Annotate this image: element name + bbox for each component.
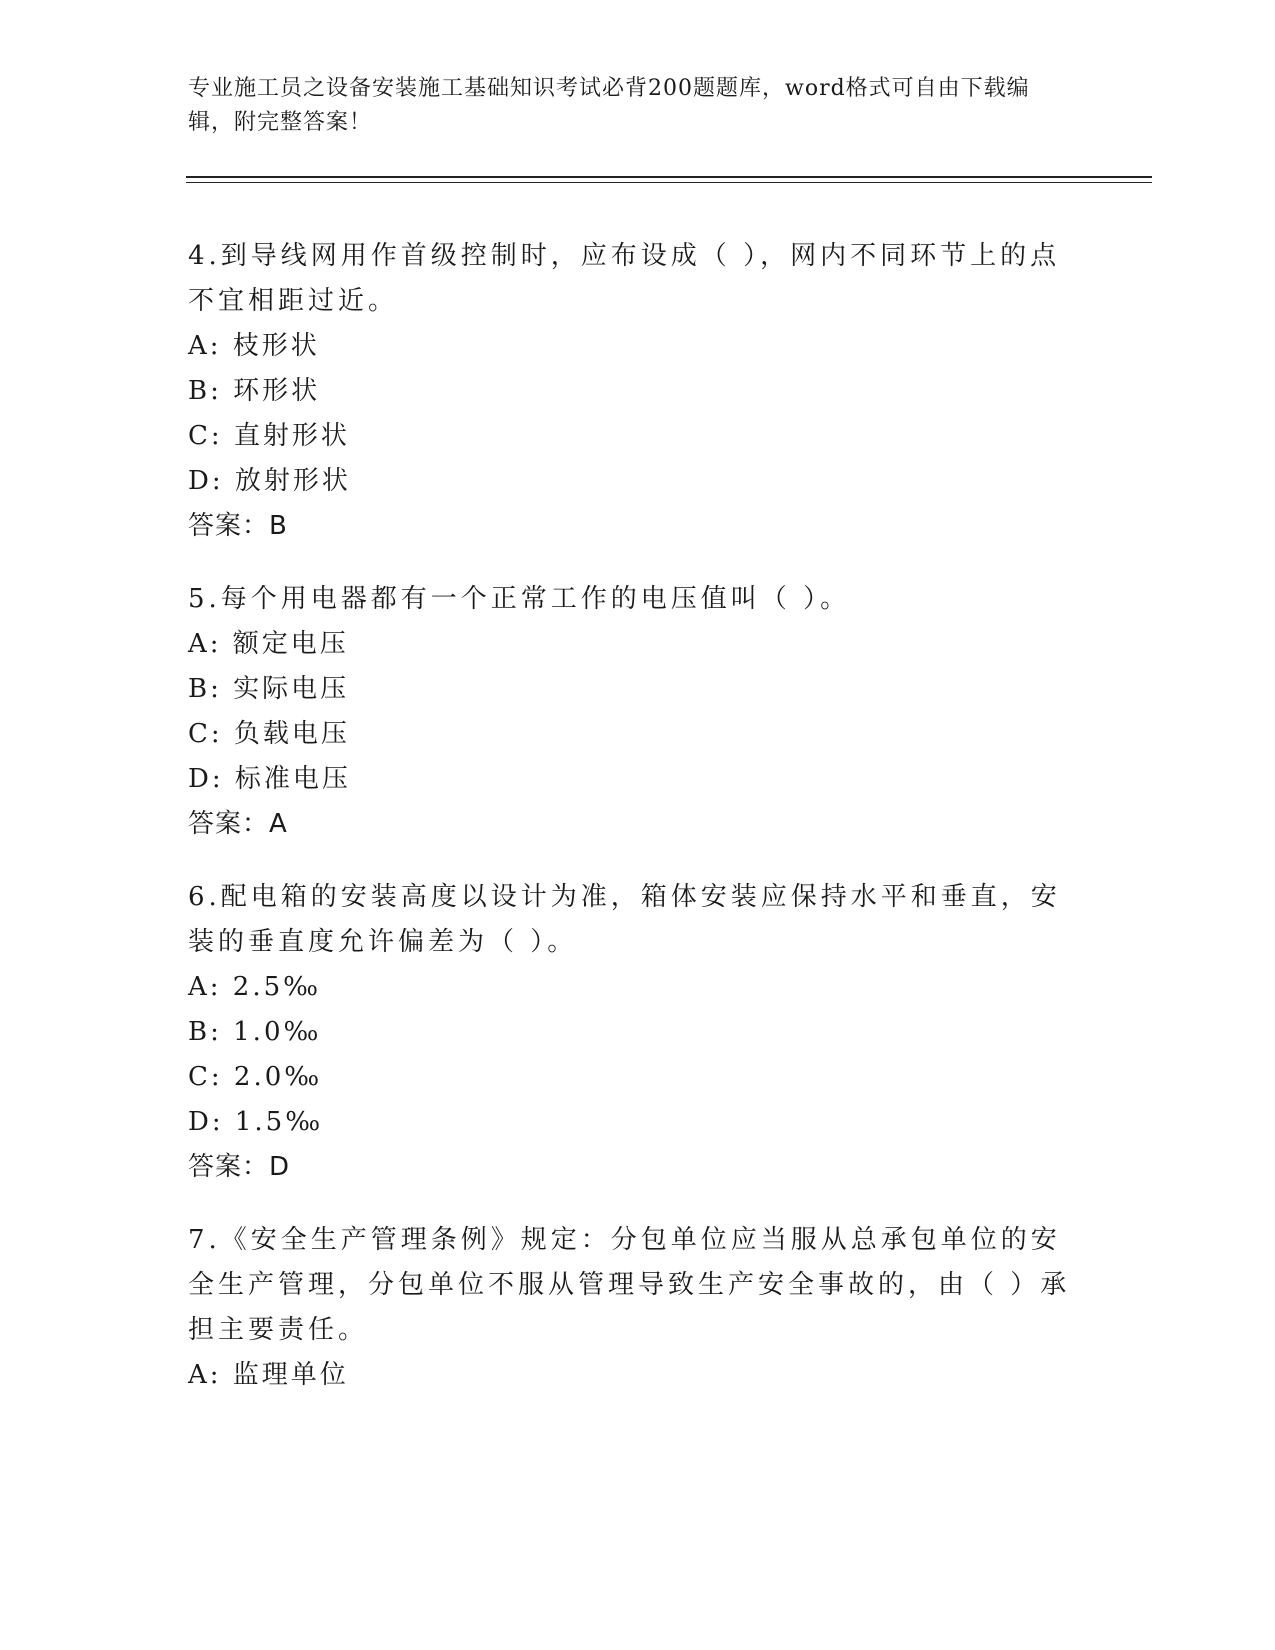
answer-line: 答案：B — [188, 511, 288, 541]
option-d: D: 标准电压 — [188, 764, 351, 794]
answer-line: 答案：D — [188, 1152, 291, 1182]
question-5 — [188, 577, 1088, 847]
question-7 — [188, 1218, 1088, 1398]
option-a: A: 2.5‰ — [188, 972, 322, 1002]
question-text: 7.《安全生产管理条例》规定：分包单位应当服从总承包单位的安全生产管理，分包单位不服从管理导致生产安全事故的，由（ ）承担主要责任。 — [188, 1225, 1071, 1345]
option-d: D: 1.5‰ — [188, 1107, 324, 1137]
option-b: B: 环形状 — [188, 376, 321, 406]
question-text: 4.到导线网用作首级控制时，应布设成（ ），网内不同环节上的点不宜相距过近。 — [188, 241, 1061, 316]
option-a: A: 额定电压 — [188, 629, 349, 659]
option-c: C: 直射形状 — [188, 421, 350, 451]
question-4 — [188, 234, 1088, 549]
question-list — [188, 234, 1088, 1426]
answer-line: 答案：A — [188, 809, 288, 839]
option-b: B: 1.0‰ — [188, 1017, 322, 1047]
question-text: 5.每个用电器都有一个正常工作的电压值叫（ ）。 — [188, 584, 851, 614]
option-d: D: 放射形状 — [188, 466, 351, 496]
option-b: B: 实际电压 — [188, 674, 350, 704]
question-6 — [188, 875, 1088, 1190]
option-c: C: 2.0‰ — [188, 1062, 323, 1092]
question-text: 6.配电箱的安装高度以设计为准，箱体安装应保持水平和垂直，安装的垂直度允许偏差为（ ）。 — [188, 882, 1061, 957]
header-divider-thin — [186, 182, 1152, 183]
header-divider-thick — [186, 176, 1152, 178]
option-a: A: 监理单位 — [188, 1360, 349, 1390]
option-c: C: 负载电压 — [188, 719, 350, 749]
option-a: A: 枝形状 — [188, 331, 320, 361]
document-header: 专业施工员之设备安装施工基础知识考试必背200题题库，word格式可自由下载编辑，附完整答案！ — [188, 76, 1030, 135]
